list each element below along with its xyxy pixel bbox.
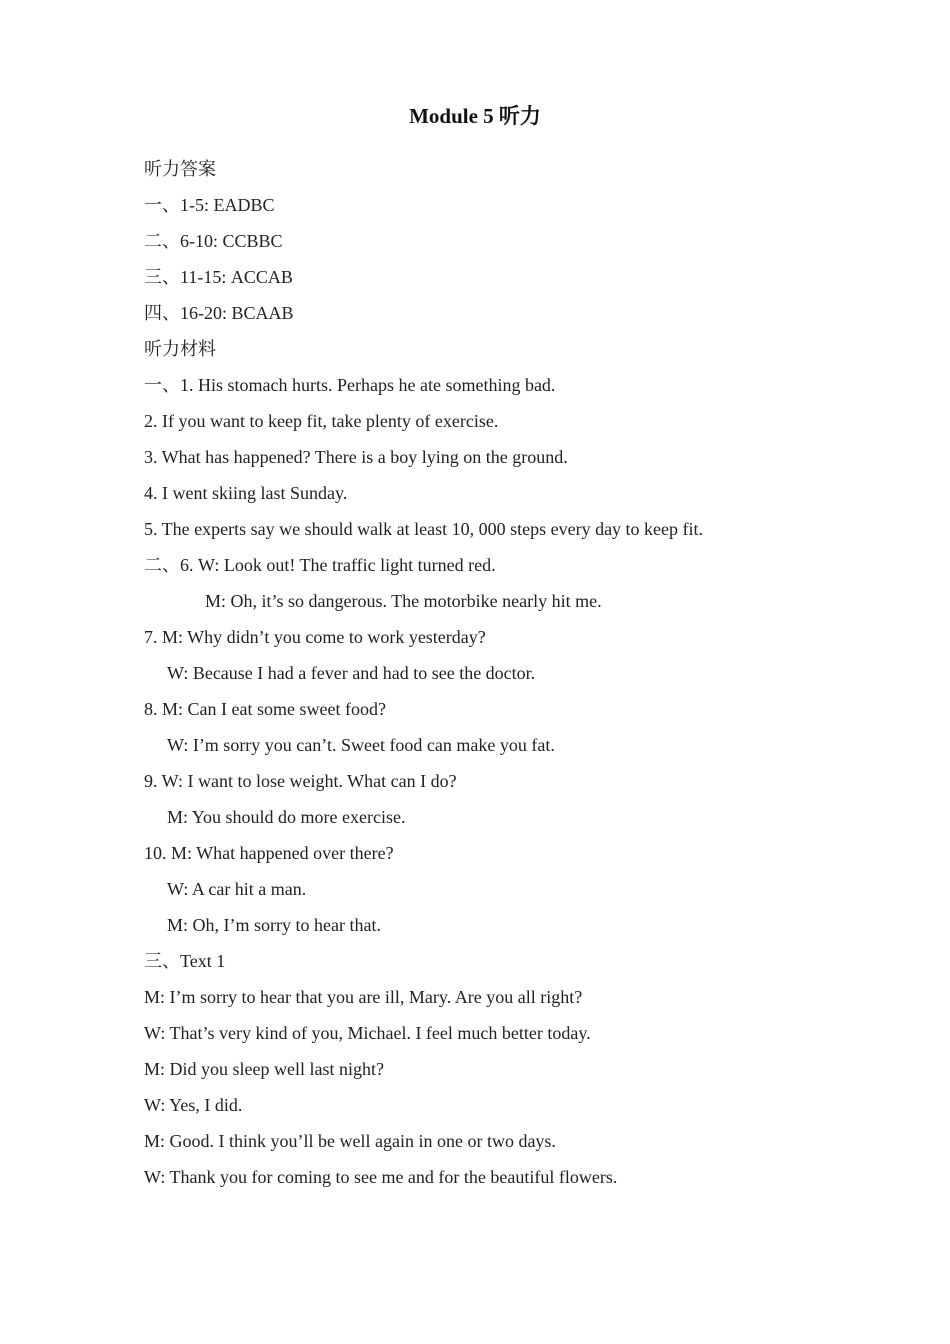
text-line: M: Oh, I’m sorry to hear that. (167, 915, 381, 935)
text-line: W: A car hit a man. (167, 879, 307, 899)
text-line: 3. What has happened? There is a boy lying on the ground. (144, 447, 568, 467)
text-line: M: I’m sorry to hear that you are ill, Mary. Are you all right? (144, 987, 583, 1007)
document-body (144, 154, 844, 1198)
text-line: 一、1-5: EADBC (144, 195, 275, 215)
text-line: 9. W: I want to lose weight. What can I do? (144, 771, 457, 791)
text-line: 二、6-10: CCBBC (144, 231, 283, 251)
text-line: 四、16-20: BCAAB (144, 303, 294, 323)
text-line: 5. The experts say we should walk at least 10, 000 steps every day to keep fit. (144, 519, 704, 539)
text-line: 8. M: Can I eat some sweet food? (144, 699, 386, 719)
text-line: W: I’m sorry you can’t. Sweet food can make you fat. (167, 735, 555, 755)
text-line: 一、1. His stomach hurts. Perhaps he ate something bad. (144, 375, 556, 395)
text-line: M: Did you sleep well last night? (144, 1059, 384, 1079)
text-line: M: Oh, it’s so dangerous. The motorbike nearly hit me. (205, 591, 602, 611)
text-line: 三、Text 1 (144, 951, 226, 971)
text-line: M: Good. I think you’ll be well again in one or two days. (144, 1131, 556, 1151)
text-line: 二、6. W: Look out! The traffic light turned red. (144, 555, 496, 575)
text-line: W: That’s very kind of you, Michael. I feel much better today. (144, 1023, 591, 1043)
text-line: 7. M: Why didn’t you come to work yesterday? (144, 627, 486, 647)
text-line: W: Because I had a fever and had to see the doctor. (167, 663, 536, 683)
text-line: W: Thank you for coming to see me and for the beautiful flowers. (144, 1167, 618, 1187)
document-title: Module 5 听力 (409, 104, 541, 128)
text-line: M: You should do more exercise. (167, 807, 406, 827)
text-line: 10. M: What happened over there? (144, 843, 394, 863)
text-line: 4. I went skiing last Sunday. (144, 483, 348, 503)
text-line: 听力材料 (144, 339, 216, 359)
text-line: 三、11-15: ACCAB (144, 267, 293, 287)
text-line: 听力答案 (144, 159, 216, 179)
text-line: W: Yes, I did. (144, 1095, 243, 1115)
text-line: 2. If you want to keep fit, take plenty of exercise. (144, 411, 499, 431)
